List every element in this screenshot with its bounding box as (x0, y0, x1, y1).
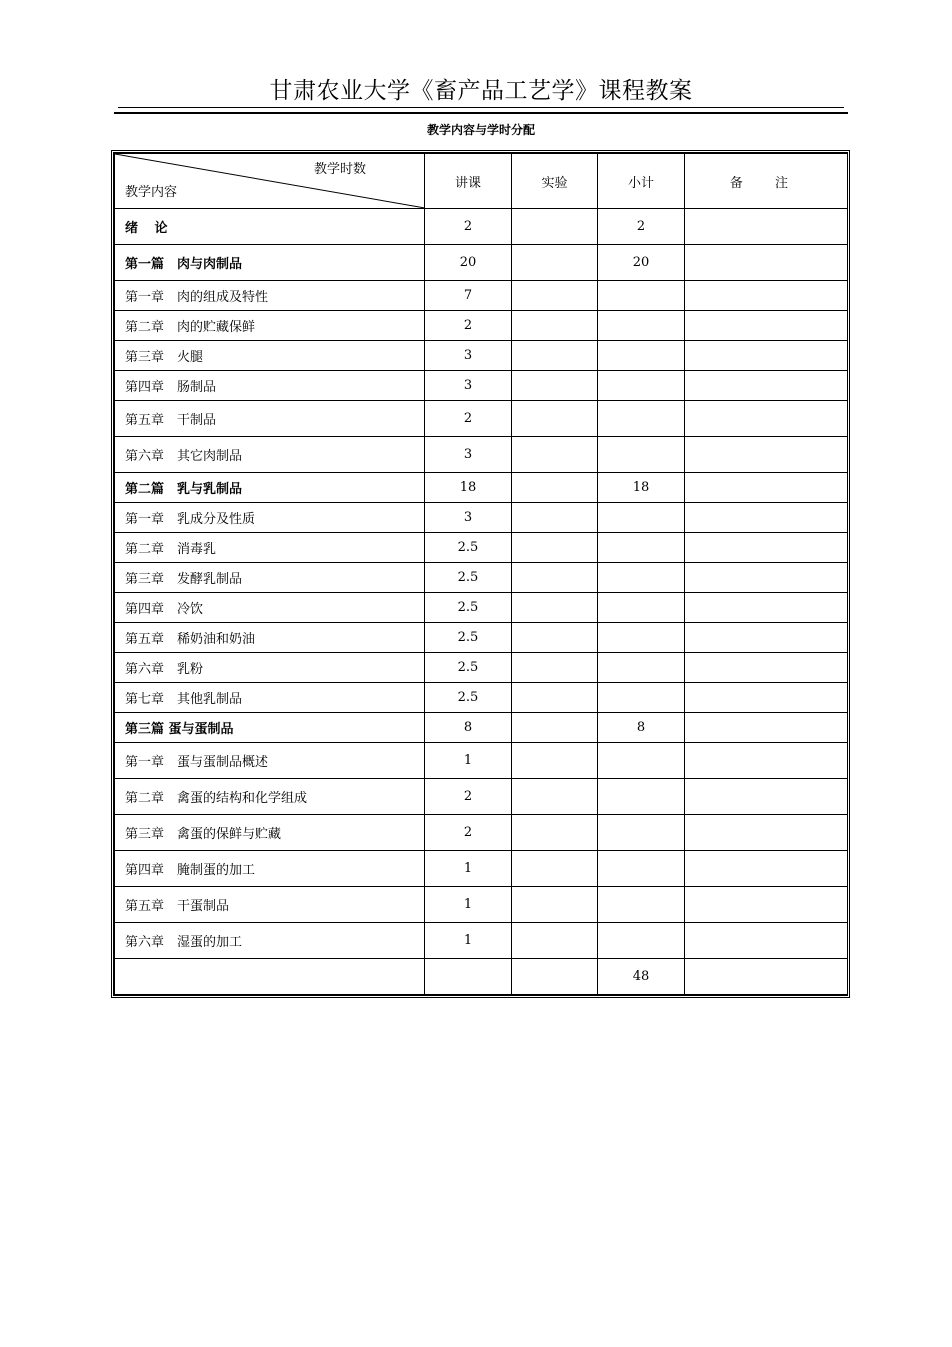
table-row (115, 311, 848, 341)
row-name: 第一章 蛋与蛋制品概述 (115, 743, 425, 779)
table-row (115, 563, 848, 593)
row-lecture: 2 (425, 779, 512, 815)
table-row (115, 743, 848, 779)
row-subtotal (598, 653, 685, 683)
row-lab (512, 533, 598, 563)
row-lecture: 3 (425, 341, 512, 371)
row-name: 第五章 干蛋制品 (115, 887, 425, 923)
row-subtotal (598, 683, 685, 713)
row-subtotal: 2 (598, 209, 685, 245)
row-lecture: 2.5 (425, 563, 512, 593)
row-remarks (685, 683, 848, 713)
row-subtotal (598, 563, 685, 593)
table-row (115, 593, 848, 623)
row-remarks (685, 473, 848, 503)
row-name: 第二篇 乳与乳制品 (115, 473, 425, 503)
row-lecture: 1 (425, 851, 512, 887)
row-subtotal (598, 533, 685, 563)
row-remarks (685, 341, 848, 371)
row-lecture: 2 (425, 401, 512, 437)
row-lab (512, 593, 598, 623)
row-lab (512, 653, 598, 683)
row-subtotal (598, 437, 685, 473)
diagonal-header-cell (115, 154, 425, 209)
row-subtotal (598, 371, 685, 401)
row-name: 第三章 禽蛋的保鲜与贮藏 (115, 815, 425, 851)
row-lab (512, 281, 598, 311)
row-lab (512, 437, 598, 473)
table-row (115, 653, 848, 683)
row-remarks (685, 281, 848, 311)
row-lecture: 1 (425, 887, 512, 923)
row-subtotal (598, 341, 685, 371)
row-name: 绪 论 (115, 209, 425, 245)
row-lab (512, 743, 598, 779)
row-subtotal: 18 (598, 473, 685, 503)
row-lab (512, 503, 598, 533)
row-subtotal (598, 281, 685, 311)
table-row (115, 341, 848, 371)
row-subtotal (598, 623, 685, 653)
row-subtotal (598, 401, 685, 437)
row-lab (512, 209, 598, 245)
row-name: 第二章 肉的贮藏保鲜 (115, 311, 425, 341)
row-name: 第六章 乳粉 (115, 653, 425, 683)
table-row (115, 437, 848, 473)
row-name: 第三篇 蛋与蛋制品 (115, 713, 425, 743)
row-name: 第六章 其它肉制品 (115, 437, 425, 473)
row-remarks (685, 887, 848, 923)
row-lecture: 2.5 (425, 593, 512, 623)
table-row (115, 533, 848, 563)
row-lab (512, 245, 598, 281)
row-remarks (685, 371, 848, 401)
row-lecture: 3 (425, 503, 512, 533)
table-row (115, 779, 848, 815)
row-subtotal (598, 887, 685, 923)
row-remarks (685, 923, 848, 959)
table-row (115, 923, 848, 959)
row-lecture: 2 (425, 815, 512, 851)
row-lab (512, 683, 598, 713)
row-name: 第一章 乳成分及性质 (115, 503, 425, 533)
row-lab (512, 473, 598, 503)
row-lecture: 2 (425, 311, 512, 341)
table-row (115, 503, 848, 533)
header-content-label: 教学内容 (125, 185, 178, 200)
table-row (115, 281, 848, 311)
row-name: 第六章 湿蛋的加工 (115, 923, 425, 959)
row-lecture: 3 (425, 437, 512, 473)
row-name: 第七章 其他乳制品 (115, 683, 425, 713)
row-remarks (685, 623, 848, 653)
table-row (115, 887, 848, 923)
header-lecture: 讲课 (425, 154, 512, 209)
row-name (115, 959, 425, 995)
row-name: 第五章 稀奶油和奶油 (115, 623, 425, 653)
row-remarks (685, 311, 848, 341)
row-lab (512, 311, 598, 341)
row-lab (512, 887, 598, 923)
row-remarks (685, 533, 848, 563)
row-lecture: 7 (425, 281, 512, 311)
row-name: 第二章 消毒乳 (115, 533, 425, 563)
row-lecture (425, 959, 512, 995)
row-name: 第二章 禽蛋的结构和化学组成 (115, 779, 425, 815)
table-row (115, 371, 848, 401)
row-name: 第五章 干制品 (115, 401, 425, 437)
row-subtotal: 20 (598, 245, 685, 281)
row-remarks (685, 713, 848, 743)
row-lecture: 1 (425, 923, 512, 959)
row-lecture: 20 (425, 245, 512, 281)
header-lab: 实验 (512, 154, 598, 209)
row-lecture: 8 (425, 713, 512, 743)
row-subtotal (598, 743, 685, 779)
table-row (115, 713, 848, 743)
header-remarks: 备 注 (685, 154, 848, 209)
row-remarks (685, 593, 848, 623)
row-subtotal (598, 779, 685, 815)
row-lab (512, 851, 598, 887)
row-lab (512, 713, 598, 743)
row-name: 第三章 发酵乳制品 (115, 563, 425, 593)
table-header-row (115, 154, 848, 209)
row-remarks (685, 437, 848, 473)
document-title: 甘肃农业大学《畜产品工艺学》课程教案 (269, 78, 693, 104)
row-subtotal (598, 311, 685, 341)
table-body (115, 209, 848, 995)
row-remarks (685, 245, 848, 281)
row-remarks (685, 743, 848, 779)
title-rule-thick (114, 112, 848, 114)
row-remarks (685, 563, 848, 593)
row-name: 第四章 冷饮 (115, 593, 425, 623)
row-lab (512, 959, 598, 995)
table-row (115, 401, 848, 437)
table-row (115, 851, 848, 887)
row-remarks (685, 653, 848, 683)
row-lecture: 2 (425, 209, 512, 245)
table-row (115, 473, 848, 503)
row-lab (512, 623, 598, 653)
row-remarks (685, 815, 848, 851)
title-rule-thin (118, 107, 844, 108)
row-subtotal (598, 593, 685, 623)
row-lecture: 18 (425, 473, 512, 503)
row-name: 第四章 肠制品 (115, 371, 425, 401)
table-row (115, 683, 848, 713)
row-name: 第四章 腌制蛋的加工 (115, 851, 425, 887)
row-lecture: 2.5 (425, 653, 512, 683)
row-lab (512, 341, 598, 371)
row-subtotal (598, 503, 685, 533)
row-lecture: 1 (425, 743, 512, 779)
row-subtotal (598, 851, 685, 887)
row-lab (512, 815, 598, 851)
row-lecture: 2.5 (425, 683, 512, 713)
row-remarks (685, 209, 848, 245)
table-row (115, 623, 848, 653)
row-subtotal (598, 815, 685, 851)
table-caption: 教学内容与学时分配 (426, 123, 535, 137)
row-lecture: 3 (425, 371, 512, 401)
row-remarks (685, 401, 848, 437)
row-lab (512, 923, 598, 959)
row-remarks (685, 503, 848, 533)
row-lab (512, 563, 598, 593)
row-remarks (685, 851, 848, 887)
row-subtotal: 8 (598, 713, 685, 743)
table-row (115, 815, 848, 851)
row-subtotal (598, 923, 685, 959)
table-row (115, 209, 848, 245)
row-lab (512, 779, 598, 815)
header-hours-label: 教学时数 (313, 162, 366, 177)
row-name: 第一篇 肉与肉制品 (115, 245, 425, 281)
row-lab (512, 371, 598, 401)
row-lecture: 2.5 (425, 533, 512, 563)
table-total-row (115, 959, 848, 995)
row-lab (512, 401, 598, 437)
row-name: 第三章 火腿 (115, 341, 425, 371)
row-remarks (685, 779, 848, 815)
row-lecture: 2.5 (425, 623, 512, 653)
row-name: 第一章 肉的组成及特性 (115, 281, 425, 311)
row-remarks (685, 959, 848, 995)
table-row (115, 245, 848, 281)
hours-table-frame (111, 150, 850, 998)
hours-table (114, 153, 848, 995)
row-subtotal: 48 (598, 959, 685, 995)
header-subtotal: 小计 (598, 154, 685, 209)
